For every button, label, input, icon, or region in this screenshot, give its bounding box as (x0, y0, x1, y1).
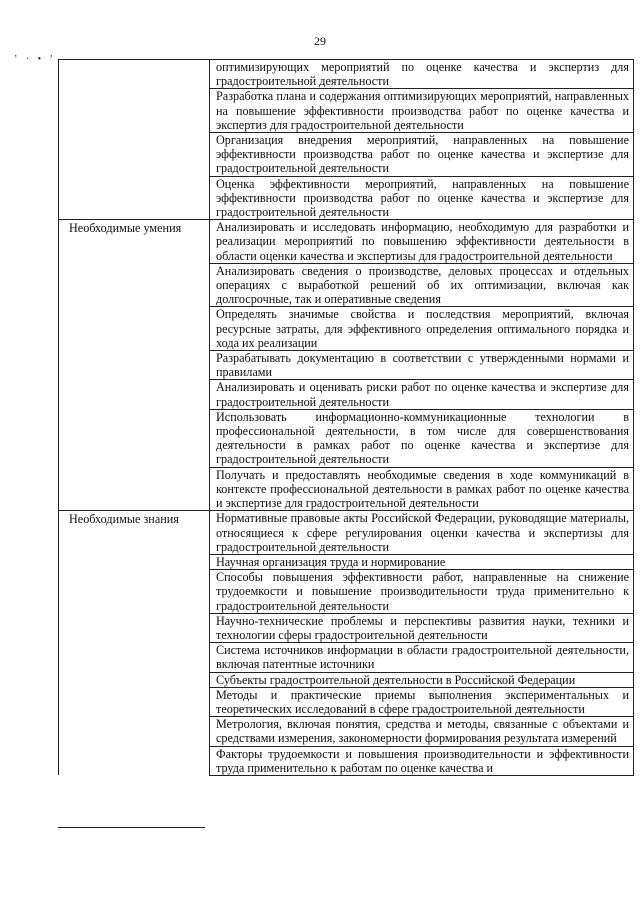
row-category-label (59, 672, 210, 687)
row-category-label (59, 380, 210, 409)
row-item-text: Разработка плана и содержания оптимизирующих мероприятий, направленных на повышение эффективности производства работ по оценке качества и экспертиз для градостроительной деятельности (210, 89, 634, 133)
row-category-label (59, 133, 210, 177)
row-item-text: Анализировать сведения о производстве, деловых процессах и отдельных операциях с выработкой решений об их оптимизации, включая как долгосрочные, так и оперативные сведения (210, 263, 634, 307)
competency-table (58, 59, 634, 776)
row-category-label (59, 409, 210, 467)
table-row (59, 554, 634, 569)
table-row (59, 570, 634, 614)
row-category-label (59, 746, 210, 775)
table-row (59, 60, 634, 89)
table-row (59, 220, 634, 264)
row-category-label (59, 60, 210, 89)
row-item-text: Организация внедрения мероприятий, направленных на повышение эффективности производства работ по оценке качества и экспертизе для градостроительной деятельности (210, 133, 634, 177)
row-category-label (59, 613, 210, 642)
row-category-label (59, 687, 210, 716)
row-item-text: Анализировать и исследовать информацию, необходимую для разработки и реализации мероприятий по повышению эффективности деятельности в области оценки качества и экспертизы для градостроительной деятельности (210, 220, 634, 264)
row-item-text: Способы повышения эффективности работ, направленные на снижение трудоемкости и повышение производительности труда применительно к градостроительной деятельности (210, 570, 634, 614)
table-row (59, 263, 634, 307)
table-row (59, 672, 634, 687)
table-row (59, 746, 634, 775)
row-item-text: Определять значимые свойства и последствия мероприятий, включая ресурсные затраты, для эффективного определения оптимального порядка и хода их реализации (210, 307, 634, 351)
table-row (59, 687, 634, 716)
table-row (59, 351, 634, 380)
row-category-label (59, 176, 210, 220)
table-row (59, 307, 634, 351)
row-category-label (59, 467, 210, 511)
table-row (59, 176, 634, 220)
row-category-label (59, 554, 210, 569)
row-item-text: Разрабатывать документацию в соответствии с утвержденными нормами и правилами (210, 351, 634, 380)
row-item-text: Анализировать и оценивать риски работ по оценке качества и экспертизе для градостроительной деятельности (210, 380, 634, 409)
row-category-label (59, 263, 210, 307)
row-item-text: Методы и практические приемы выполнения экспериментальных и теоретических исследований в сфере градостроительной деятельности (210, 687, 634, 716)
row-item-text: Научная организация труда и нормирование (210, 554, 634, 569)
table-row (59, 409, 634, 467)
row-item-text: Использовать информационно-коммуникационные технологии в профессиональной деятельности, в том числе для совершенствования деятельности в рамках работ по оценке качества и экспертизе для градостроительной деятельности (210, 409, 634, 467)
row-category-label (59, 307, 210, 351)
table-bottom-border (58, 827, 205, 828)
row-category-label: Необходимые умения (59, 220, 210, 264)
row-item-text: Субъекты градостроительной деятельности в Российской Федерации (210, 672, 634, 687)
row-category-label (59, 351, 210, 380)
table-row (59, 89, 634, 133)
row-category-label (59, 643, 210, 672)
row-item-text: Метрология, включая понятия, средства и методы, связанные с объектами и средствами измерения, закономерности формирования результата измерений (210, 717, 634, 746)
table-row (59, 467, 634, 511)
page-number: 29 (314, 34, 326, 48)
row-item-text: Факторы трудоемкости и повышения производительности и эффективности труда применительно к работам по оценке качества и (210, 746, 634, 775)
row-item-text: Система источников информации в области градостроительной деятельности, включая патентные источники (210, 643, 634, 672)
table-row (59, 133, 634, 177)
row-item-text: Научно-технические проблемы и перспективы развития науки, техники и технологии сферы градостроительной деятельности (210, 613, 634, 642)
row-item-text: Нормативные правовые акты Российской Федерации, руководящие материалы, относящиеся к сфере регулирования оценки качества и экспертизы для градостроительной деятельности (210, 511, 634, 555)
row-item-text: Оценка эффективности мероприятий, направленных на повышение эффективности производства работ по оценке качества и экспертизе для градостроительной деятельности (210, 176, 634, 220)
row-item-text: Получать и предоставлять необходимые сведения в ходе коммуникаций в контексте профессиональной деятельности в рамках работ по оценке качества и экспертизе для градостроительной деятельности (210, 467, 634, 511)
table-row (59, 613, 634, 642)
corner-marks: ʼ · • ʼ (14, 54, 56, 65)
row-item-text: оптимизирующих мероприятий по оценке качества и экспертиз для градостроительной деятельности (210, 60, 634, 89)
row-category-label: Необходимые знания (59, 511, 210, 555)
row-category-label (59, 89, 210, 133)
row-category-label (59, 570, 210, 614)
table-row (59, 717, 634, 746)
table-row (59, 643, 634, 672)
row-category-label (59, 717, 210, 746)
table-row (59, 511, 634, 555)
table-row (59, 380, 634, 409)
